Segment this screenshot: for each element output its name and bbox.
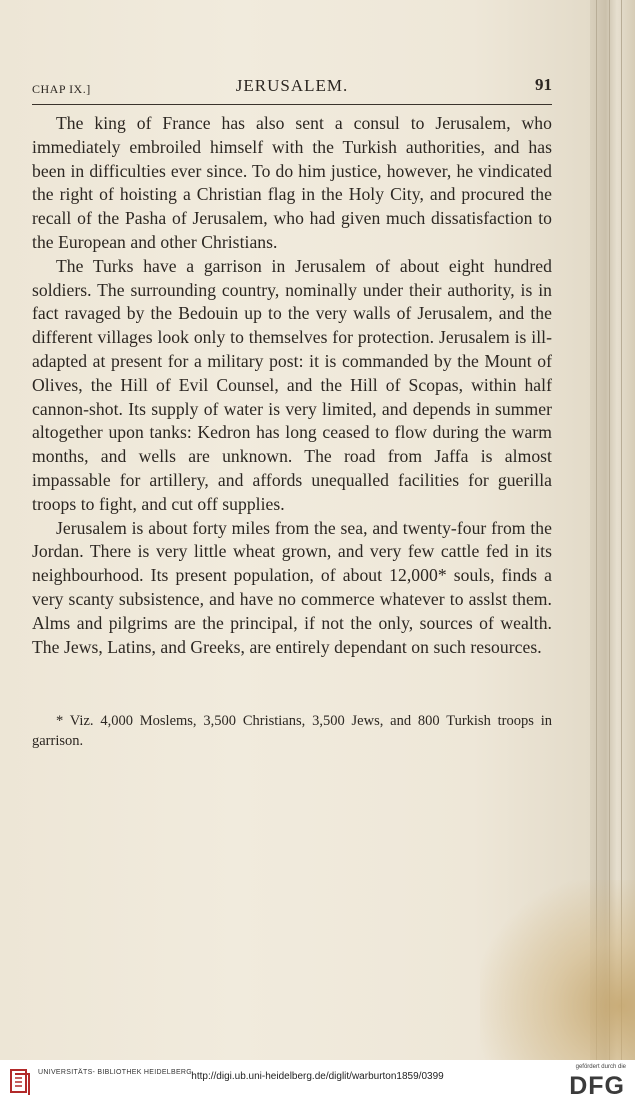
page-number: 91	[535, 75, 552, 94]
sponsor-caption: gefördert durch die	[575, 1064, 626, 1070]
paragraph: Jerusalem is about forty miles from the sea, and twenty-four from the Jordan. There is very little wheat grown, and very few cattle fed in its neighbourhood. Its present population, of about 12,000* souls, finds a very scanty subsistence, and have no commerce whatever to asslst them. Alms and pilgrims are the principal, if not the only, sources of wealth. The Jews, Latins, and Greeks, are entirely dependant on such resources.	[32, 517, 552, 657]
chapter-label: CHAP IX.]	[32, 82, 91, 96]
paragraph: The Turks have a garrison in Jerusalem of about eight hundred soldiers. The surrounding country, nominally under their authority, is in fact ravaged by the Bedouin up to the very walls of Jerusalem, and the different villages look only to themselves for protection. Jerusalem is ill-adapted at present for a military post: it is commanded by the Mount of Olives, the Hill of Evil Counsel, and the Hill of Scopas, within half cannon-shot. Its supply of water is very limited, and depends in summer altogether upon tanks: Kedron has long ceased to flow during the warm months, and wells are unknown. The road from Jaffa is almost impassable for artillery, and affords unequalled facilities for guerilla troops to fight, and cut off supplies.	[32, 255, 552, 514]
paragraph: The king of France has also sent a consul to Jerusalem, who immediately embroiled himself with the Turkish authorities, and has been in difficulties ever since. To do him justice, however, he vindicated the right of hoisting a Christian flag in the Holy City, and procured the recall of the Pasha of Jerusalem, who had given much dissatisfaction to the European and other Christians.	[32, 113, 552, 252]
library-name: UNIVERSITÄTS- BIBLIOTHEK HEIDELBERG	[38, 1069, 193, 1076]
body-text	[32, 112, 552, 659]
permalink[interactable]: http://digi.ub.uni-heidelberg.de/diglit/warburton1859/0399	[191, 1071, 444, 1082]
running-header	[32, 75, 552, 99]
paper-stain	[480, 880, 635, 1060]
dfg-logo: DFG	[569, 1072, 625, 1100]
viewer-footer	[0, 1060, 635, 1104]
footnote: * Viz. 4,000 Moslems, 3,500 Christians, 3,500 Jews, and 800 Turkish troops in garrison.	[32, 713, 552, 749]
header-rule	[32, 104, 552, 105]
running-title: JERUSALEM.	[235, 76, 349, 95]
